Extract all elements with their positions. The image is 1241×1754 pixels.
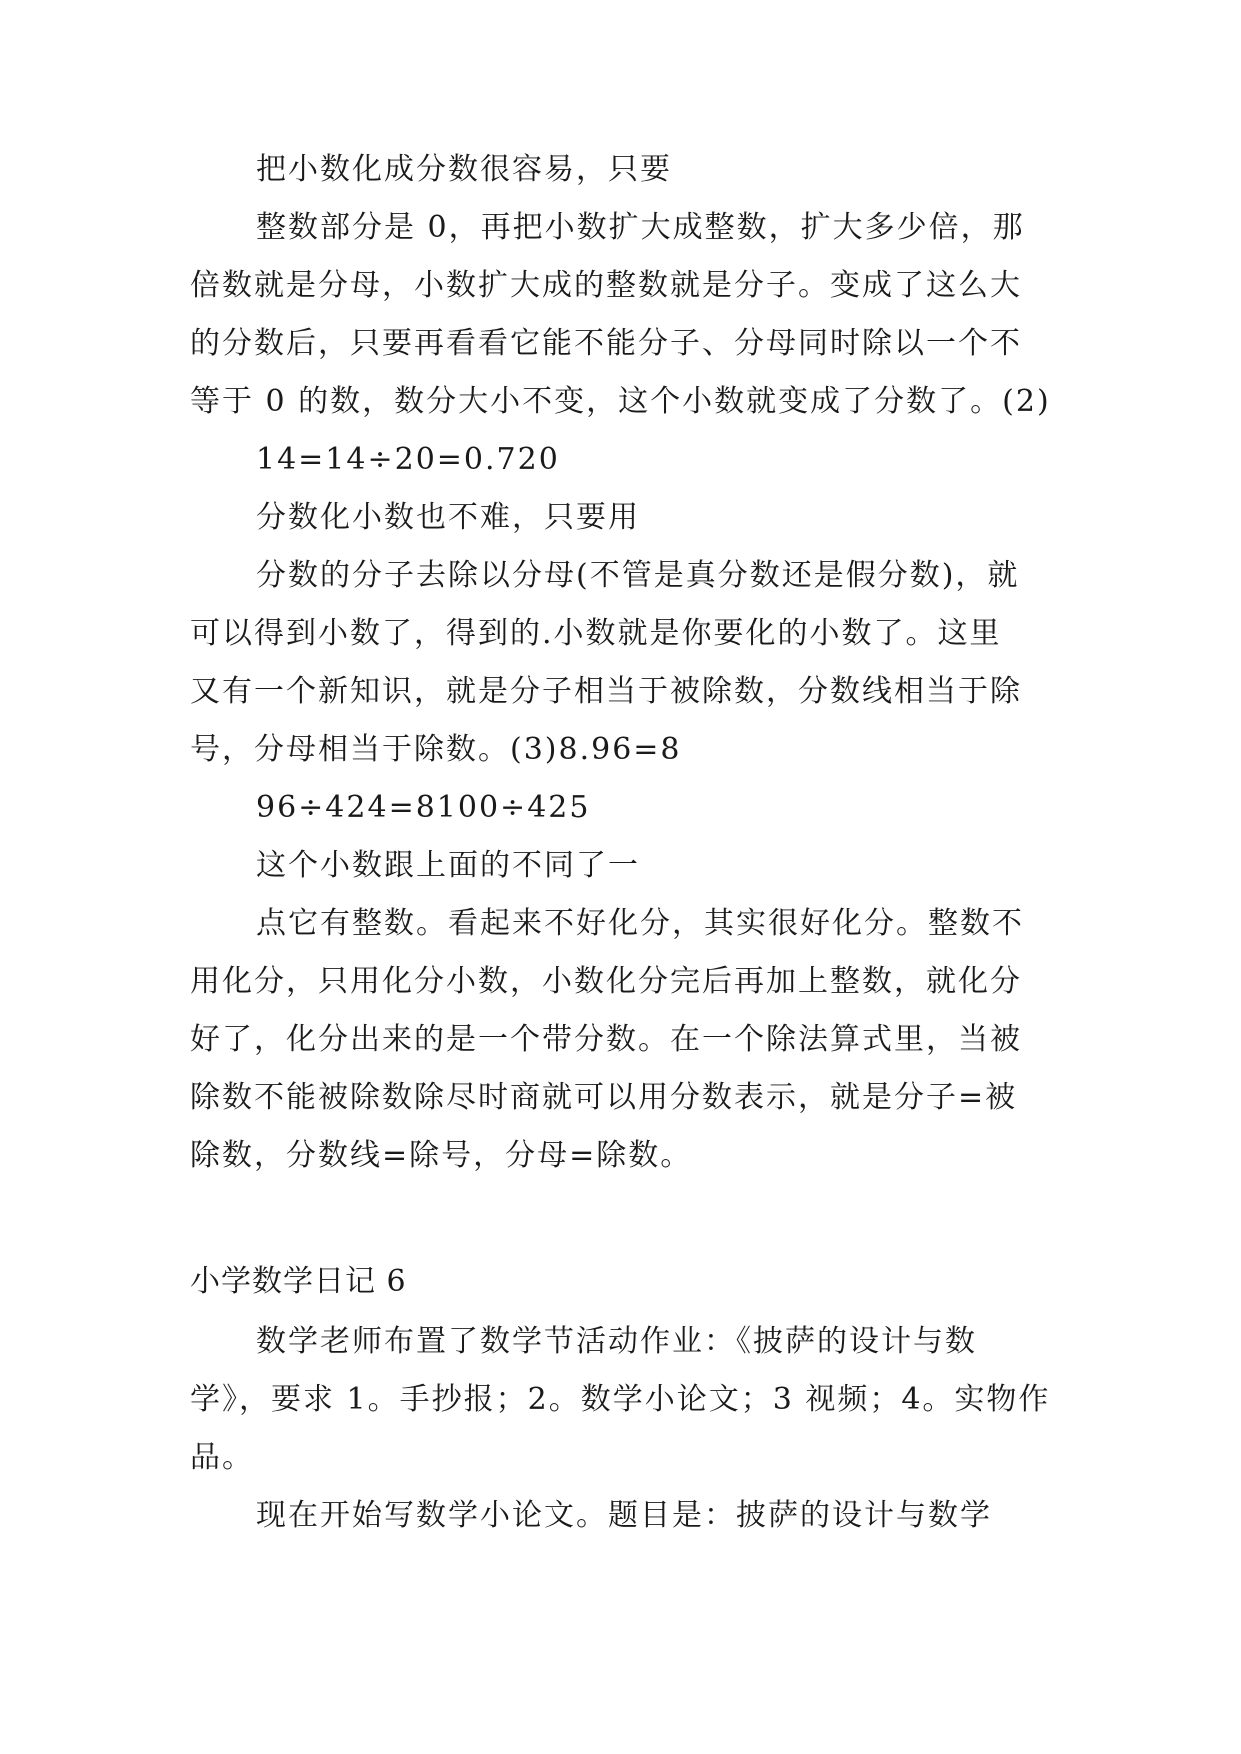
paragraph-line: 倍数就是分母，小数扩大成的整数就是分子。变成了这么大 bbox=[190, 268, 1022, 303]
paragraph-line: 的分数后，只要再看看它能不能分子、分母同时除以一个不 bbox=[190, 326, 1022, 361]
paragraph-line: 这个小数跟上面的不同了一 bbox=[256, 848, 640, 883]
paragraph-line: 现在开始写数学小论文。题目是：披萨的设计与数学 bbox=[256, 1498, 992, 1533]
paragraph-line: 学》，要求 1。手抄报；2。数学小论文；3 视频；4。实物作 bbox=[190, 1382, 1051, 1417]
paragraph-line: 品。 bbox=[190, 1440, 254, 1475]
paragraph-line: 又有一个新知识，就是分子相当于被除数，分数线相当于除 bbox=[190, 674, 1022, 709]
paragraph-line: 等于 0 的数，数分大小不变，这个小数就变成了分数了。(2) bbox=[190, 384, 1051, 419]
paragraph-line: 整数部分是 0，再把小数扩大成整数，扩大多少倍，那 bbox=[256, 210, 1025, 245]
paragraph-line: 可以得到小数了，得到的.小数就是你要化的小数了。这里 bbox=[190, 616, 1002, 651]
equation-line: 14=14÷20=0.720 bbox=[256, 442, 560, 477]
equation-line: 96÷424=8100÷425 bbox=[256, 790, 591, 825]
paragraph-line: 把小数化成分数很容易，只要 bbox=[256, 152, 672, 187]
paragraph-line: 号，分母相当于除数。(3)8.96=8 bbox=[190, 732, 682, 767]
paragraph-line: 用化分，只用化分小数，小数化分完后再加上整数，就化分 bbox=[190, 964, 1022, 999]
section-title: 小学数学日记 6 bbox=[190, 1264, 407, 1299]
paragraph-line: 分数的分子去除以分母(不管是真分数还是假分数)，就 bbox=[256, 558, 1020, 593]
paragraph-line: 除数不能被除数除尽时商就可以用分数表示，就是分子=被 bbox=[190, 1080, 1018, 1115]
paragraph-line: 数学老师布置了数学节活动作业：《披萨的设计与数 bbox=[256, 1324, 977, 1359]
paragraph-line: 除数，分数线=除号，分母=除数。 bbox=[190, 1138, 693, 1173]
paragraph-line: 分数化小数也不难，只要用 bbox=[256, 500, 640, 535]
paragraph-line: 点它有整数。看起来不好化分，其实很好化分。整数不 bbox=[256, 906, 1024, 941]
paragraph-line: 好了，化分出来的是一个带分数。在一个除法算式里，当被 bbox=[190, 1022, 1022, 1057]
